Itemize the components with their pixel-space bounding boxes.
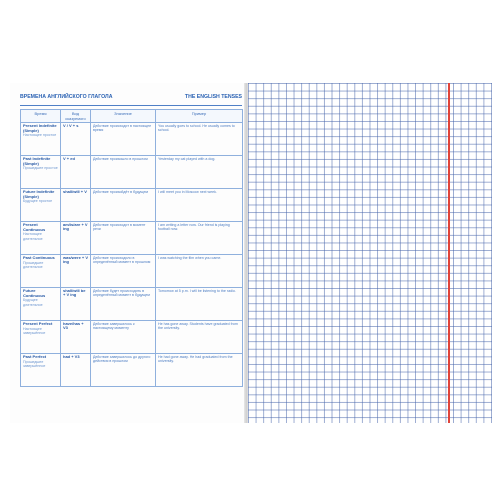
tense-ru: Настоящее длительное: [23, 232, 43, 241]
tense-cell: [21, 354, 61, 387]
column-header: Пример: [156, 110, 243, 123]
form-cell: shall/will be + V ing: [61, 288, 91, 321]
meaning-cell: Действие происходит в момент речи: [91, 222, 156, 255]
example-cell: I will meet you in Moscow next week.: [156, 189, 243, 222]
table-row: [21, 288, 243, 321]
tense-name: Past Continuous: [23, 255, 55, 260]
example-cell: Tomorrow at 5 p.m. I will be listening to the radio.: [156, 288, 243, 321]
margin-line: [448, 83, 450, 423]
meaning-cell: Действие происходит в настоящее время: [91, 123, 156, 156]
left-page: [10, 83, 245, 423]
tense-cell: [21, 288, 61, 321]
tense-name: Future Indefinite (Simple): [23, 189, 55, 199]
table-row: [21, 222, 243, 255]
table-row: [21, 354, 243, 387]
tense-name: Past Perfect: [23, 354, 47, 359]
tense-ru: Прошедшее длительное: [23, 260, 44, 269]
tense-name: Future Continuous: [23, 288, 46, 298]
tense-name: Past Indefinite (Simple): [23, 156, 51, 166]
tense-name: Present Indefinite (Simple): [23, 123, 57, 133]
example-cell: He had gone away. He had graduated from the university.: [156, 354, 243, 387]
form-cell: had + V3: [61, 354, 91, 387]
tense-ru: Настоящее завершённое: [23, 326, 46, 335]
example-cell: I was watching the film when you came.: [156, 255, 243, 288]
column-header: Время: [21, 110, 61, 123]
table-row: [21, 156, 243, 189]
table-header-row: [21, 110, 243, 123]
form-cell: shall/will + V: [61, 189, 91, 222]
tense-ru: Будущее длительное: [23, 298, 43, 307]
page-header: [20, 94, 242, 104]
table-row: [21, 189, 243, 222]
meaning-cell: Действие завершилось до другого действия в прошлом: [91, 354, 156, 387]
tense-cell: [21, 156, 61, 189]
grid-page: [248, 83, 492, 423]
meaning-cell: Действие происходило в определённый момент в прошлом: [91, 255, 156, 288]
tense-ru: Будущее простое: [23, 199, 53, 204]
example-cell: I am writing a letter now. Our friend is playing football now.: [156, 222, 243, 255]
meaning-cell: Действие завершилось к настоящему моменту: [91, 321, 156, 354]
tense-name: Present Continuous: [23, 222, 46, 232]
tense-cell: [21, 123, 61, 156]
table-row: [21, 321, 243, 354]
form-cell: V / V + s: [61, 123, 91, 156]
tense-ru: Прошедшее завершённое: [23, 359, 46, 368]
form-cell: V + ed: [61, 156, 91, 189]
notebook-spread: [0, 68, 500, 428]
form-cell: was/were + V ing: [61, 255, 91, 288]
form-cell: have/has + V3: [61, 321, 91, 354]
tense-cell: [21, 189, 61, 222]
header-title-ru: ВРЕМЕНА АНГЛИЙСКОГО ГЛАГОЛА: [20, 94, 113, 100]
tense-cell: [21, 255, 61, 288]
example-cell: Yesterday my cat played with a dog.: [156, 156, 243, 189]
header-title-en: THE ENGLISH TENSES: [184, 94, 242, 100]
column-header: Вид сказуемого: [61, 110, 91, 123]
table-row: [21, 123, 243, 156]
meaning-cell: Действие будет происходить в определённый момент в будущем: [91, 288, 156, 321]
form-cell: am/is/are + V ing: [61, 222, 91, 255]
column-header: Значение: [91, 110, 156, 123]
example-cell: He has gone away. Students have graduated from the university.: [156, 321, 243, 354]
tense-name: Present Perfect: [23, 321, 53, 326]
tense-ru: Прошедшее простое: [23, 166, 58, 171]
tenses-table: [20, 109, 243, 387]
tense-ru: Настоящее простое: [23, 133, 57, 138]
example-cell: You usually goes to school. He usually comes to school.: [156, 123, 243, 156]
tense-cell: [21, 321, 61, 354]
header-divider: [20, 105, 242, 106]
table-row: [21, 255, 243, 288]
tense-cell: [21, 222, 61, 255]
meaning-cell: Действие произошло в прошлом: [91, 156, 156, 189]
meaning-cell: Действие произойдёт в будущем: [91, 189, 156, 222]
